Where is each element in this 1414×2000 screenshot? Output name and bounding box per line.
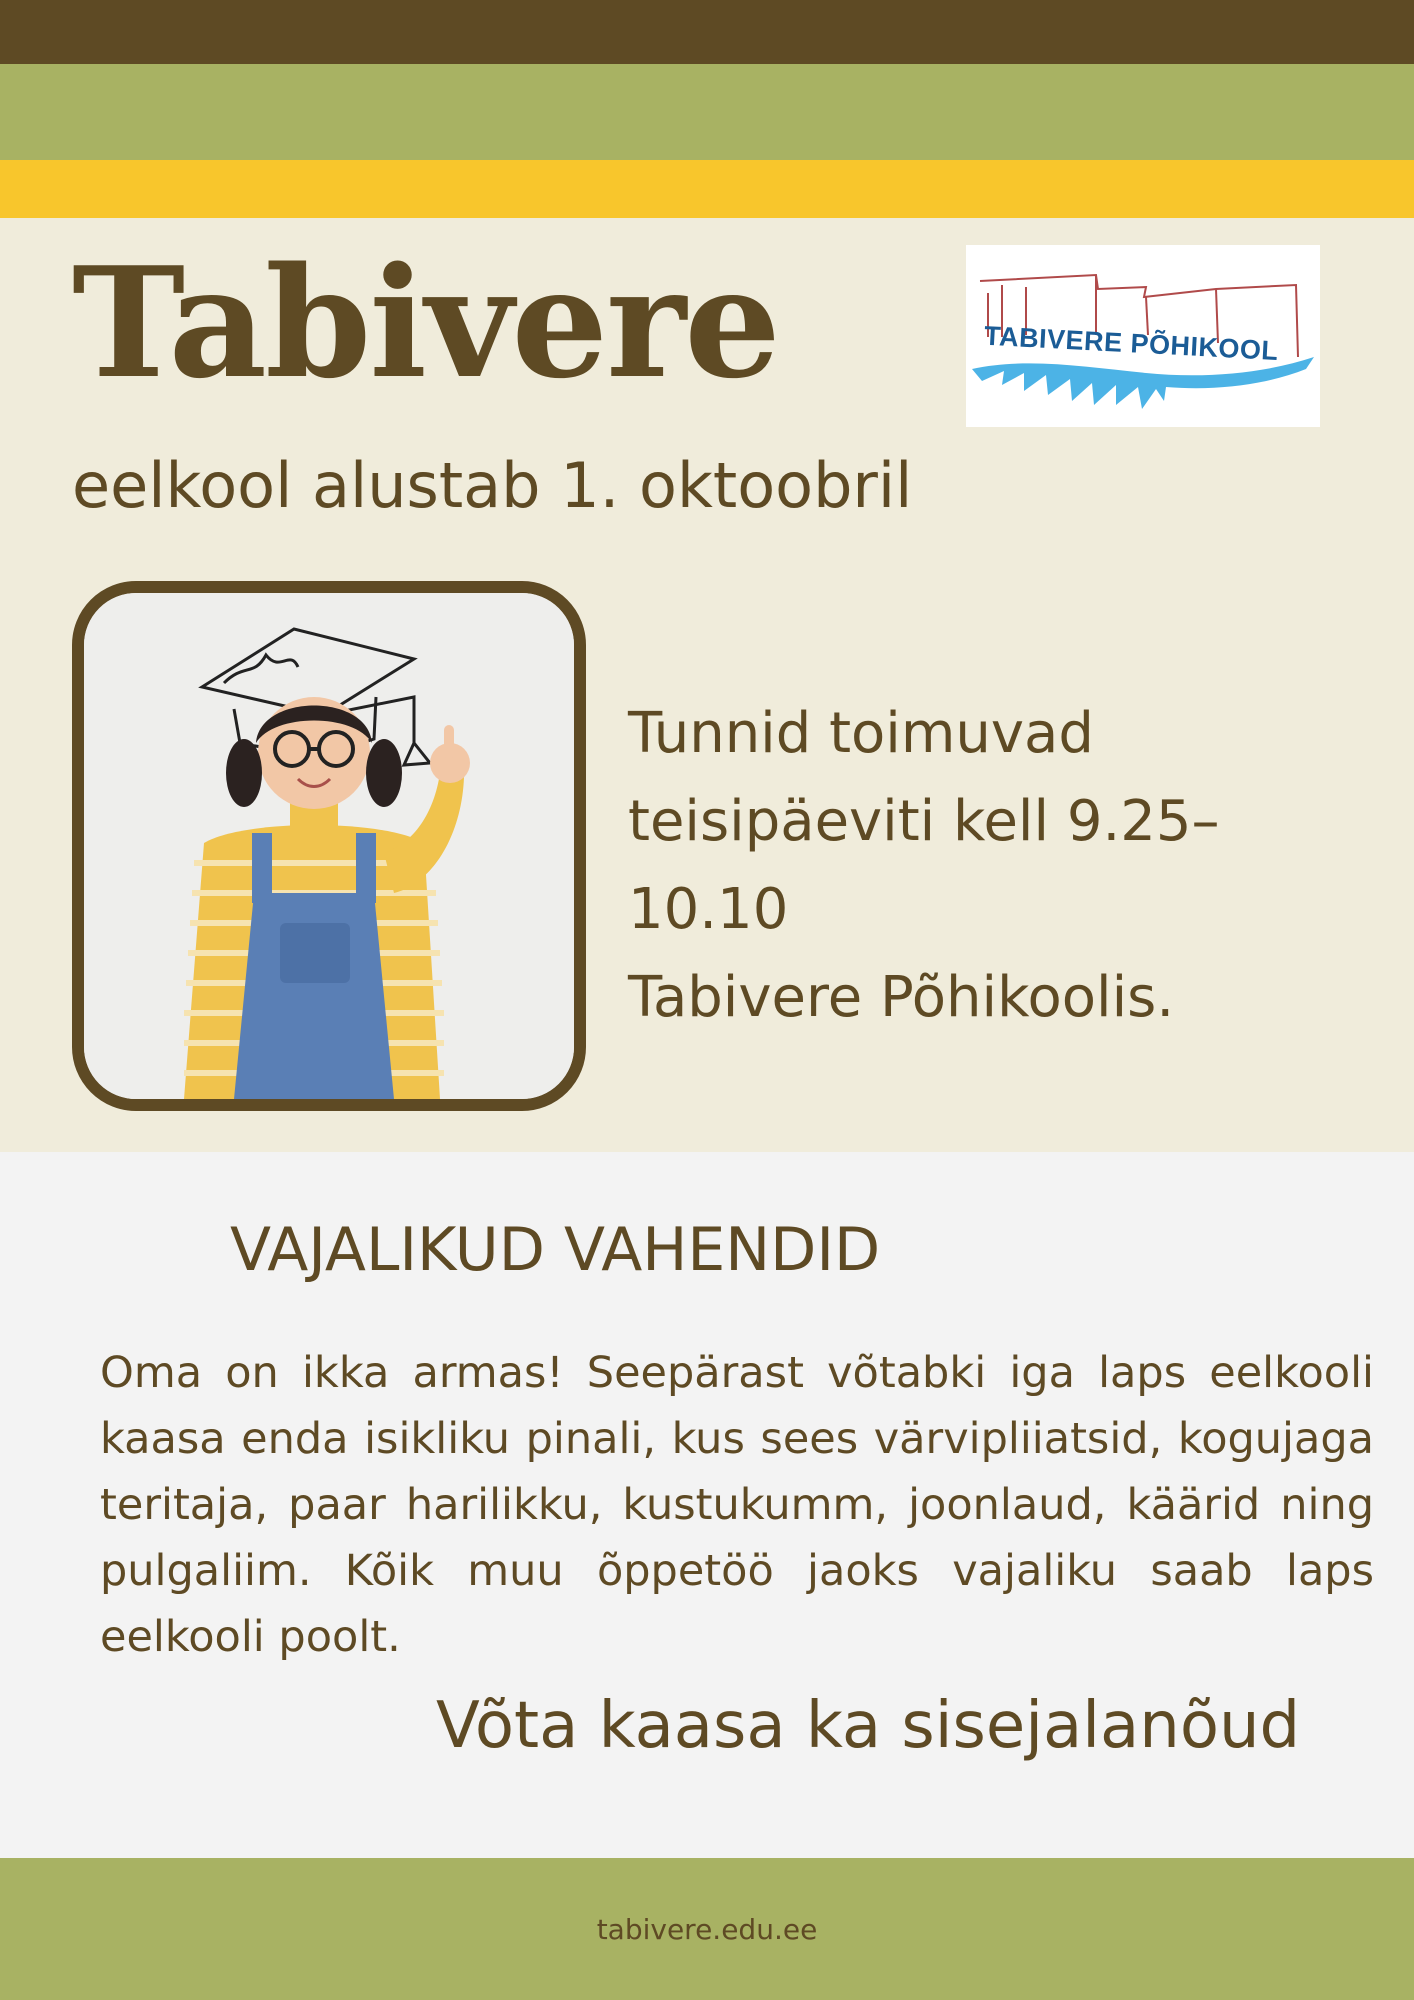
slippers-note: Võta kaasa ka sisejalanõud bbox=[436, 1689, 1301, 1763]
top-green-band bbox=[0, 64, 1414, 160]
school-logo bbox=[966, 245, 1320, 427]
logo-text: TABIVERE PÕHIKOOL bbox=[983, 320, 1280, 367]
schedule-line: Tunnid toimuvad bbox=[628, 701, 1094, 766]
schedule-line: teisipäeviti kell 9.25–10.10 bbox=[628, 789, 1220, 942]
page-subtitle: eelkool alustab 1. oktoobril bbox=[72, 449, 913, 522]
schedule-text bbox=[628, 690, 1368, 1042]
supplies-heading: VAJALIKUD VAHENDID bbox=[230, 1215, 881, 1285]
child-photo bbox=[72, 581, 586, 1111]
schedule-line: Tabivere Põhikoolis. bbox=[628, 965, 1175, 1030]
supplies-paragraph: Oma on ikka armas! Seepärast võtabki iga laps eelkooli kaasa enda isikliku pinali, kus sees värvipliiatsid, kogujaga teritaja, paar harilikku, kustukumm, joonlaud, käärid ning pulgaliim. Kõik muu õppetöö jaoks vajaliku saab laps eelkooli poolt. bbox=[100, 1348, 1374, 1662]
page-title: Tabivere bbox=[72, 233, 779, 412]
child-with-graduation-cap-icon bbox=[84, 593, 574, 1099]
top-yellow-band bbox=[0, 160, 1414, 218]
top-brown-band bbox=[0, 0, 1414, 64]
website-link[interactable]: tabivere.edu.ee bbox=[596, 1913, 818, 1946]
